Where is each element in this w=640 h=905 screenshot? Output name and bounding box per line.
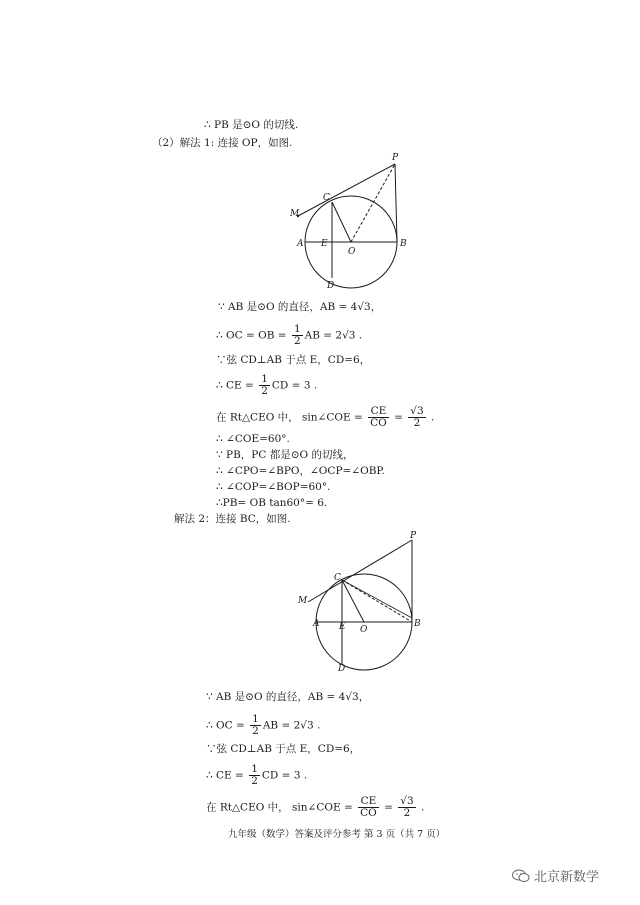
fraction-numerator: CE <box>368 406 389 418</box>
text-segment: ∴ CE = <box>206 769 248 782</box>
wechat-icon <box>512 869 530 883</box>
text-line: ∴ PB 是⊙O 的切线. <box>204 119 299 131</box>
watermark-text: 北京新数学 <box>534 870 600 885</box>
text-segment: ∴ OC = OB = <box>216 329 290 342</box>
fraction-denominator: 2 <box>252 725 259 737</box>
fraction <box>292 324 303 347</box>
page-footer: 九年级（数学）答案及评分参考 第 3 页（共 7 页） <box>228 829 446 840</box>
label-c: C <box>323 193 330 203</box>
text-segment: CD = 3 . <box>261 769 308 782</box>
text-segment: AB = 2√3 . <box>262 719 321 732</box>
fraction <box>368 406 389 429</box>
fraction-numerator: CE <box>358 796 379 808</box>
label-m: M <box>290 209 300 219</box>
fraction-numerator: 1 <box>252 713 259 725</box>
text-line: ∴ ∠COP=∠BOP=60°. <box>216 481 331 493</box>
tangent-mp <box>298 164 395 216</box>
fraction <box>259 374 270 397</box>
text-segment: AB = 2√3 . <box>304 329 363 342</box>
label-m: M <box>298 596 308 606</box>
math-line <box>206 764 307 787</box>
fraction <box>408 406 425 429</box>
label-c: C <box>334 573 341 583</box>
text-segment: = <box>390 411 407 424</box>
label-e: E <box>339 622 346 632</box>
math-line <box>206 714 320 737</box>
text-line: ∵弦 CD⊥AB 于点 E，CD=6， <box>216 354 371 366</box>
label-e: E <box>321 239 328 249</box>
fraction-denominator: 2 <box>251 775 258 787</box>
label-o: O <box>348 247 356 257</box>
geometry-figure-2 <box>290 530 430 675</box>
text-line: （2）解法 1: 连接 OP，如图. <box>152 137 293 149</box>
math-line <box>216 324 362 347</box>
fraction-numerator: √3 <box>410 405 424 417</box>
text-line: ∵ AB 是⊙O 的直径，AB = 4√3， <box>206 691 370 703</box>
label-a: A <box>297 239 304 249</box>
text-line: ∵ AB 是⊙O 的直径，AB = 4√3， <box>218 301 382 313</box>
fraction-numerator: 1 <box>251 763 258 775</box>
text-segment: ∴ OC = <box>206 719 249 732</box>
text-line: ∴ ∠CPO=∠BPO，∠OCP=∠OBP. <box>216 465 385 477</box>
fraction-denominator: 2 <box>293 335 301 347</box>
fraction-denominator: 2 <box>261 385 268 397</box>
tangent-mp <box>308 540 412 602</box>
text-segment: 在 Rt△CEO 中， sin∠COE = <box>206 801 357 814</box>
label-d: D <box>327 281 335 291</box>
label-d: D <box>338 664 346 674</box>
text-segment: CD = 3 . <box>271 379 318 392</box>
label-p: P <box>410 531 417 541</box>
text-line: ∵ PB，PC 都是⊙O 的切线， <box>216 449 354 461</box>
text-line: ∴ ∠COE=60°. <box>216 433 290 445</box>
math-line: 在 Rt△CEO 中， sin∠COE = $\frac{CE}{CO}$ = $\frac{√3}{2}$ . <box>206 795 425 819</box>
fraction-denominator: 2 <box>413 417 421 429</box>
label-b: B <box>414 619 421 629</box>
label-b: B <box>400 239 407 249</box>
fraction <box>249 764 260 787</box>
fraction-numerator: 1 <box>261 373 268 385</box>
fraction-numerator: √3 <box>400 795 414 807</box>
text-segment: ∴ CE = <box>216 379 258 392</box>
fraction-denominator: 2 <box>403 807 411 819</box>
text-line: ∵弦 CD⊥AB 于点 E，CD=6， <box>206 743 361 755</box>
fraction <box>358 796 379 819</box>
fraction <box>250 714 261 737</box>
fraction <box>398 796 415 819</box>
segment-co <box>332 202 351 242</box>
text-segment: = <box>380 801 397 814</box>
watermark <box>512 866 599 885</box>
math-line: 在 Rt△CEO 中， sin∠COE = $\frac{CE}{CO}$ = $\frac{√3}{2}$ . <box>216 405 435 429</box>
fraction-numerator: 1 <box>293 323 301 335</box>
fraction-denominator: CO <box>370 417 387 429</box>
math-line <box>216 374 317 397</box>
text-segment: 在 Rt△CEO 中， sin∠COE = <box>216 411 367 424</box>
label-a: A <box>313 619 320 629</box>
text-line: ∴PB= OB tan60°= 6. <box>216 497 328 509</box>
label-o: O <box>360 625 368 635</box>
text-line: 解法 2：连接 BC，如图. <box>174 513 291 525</box>
fraction-denominator: CO <box>360 807 377 819</box>
label-p: P <box>392 153 399 163</box>
geometry-figure-1 <box>285 150 425 290</box>
